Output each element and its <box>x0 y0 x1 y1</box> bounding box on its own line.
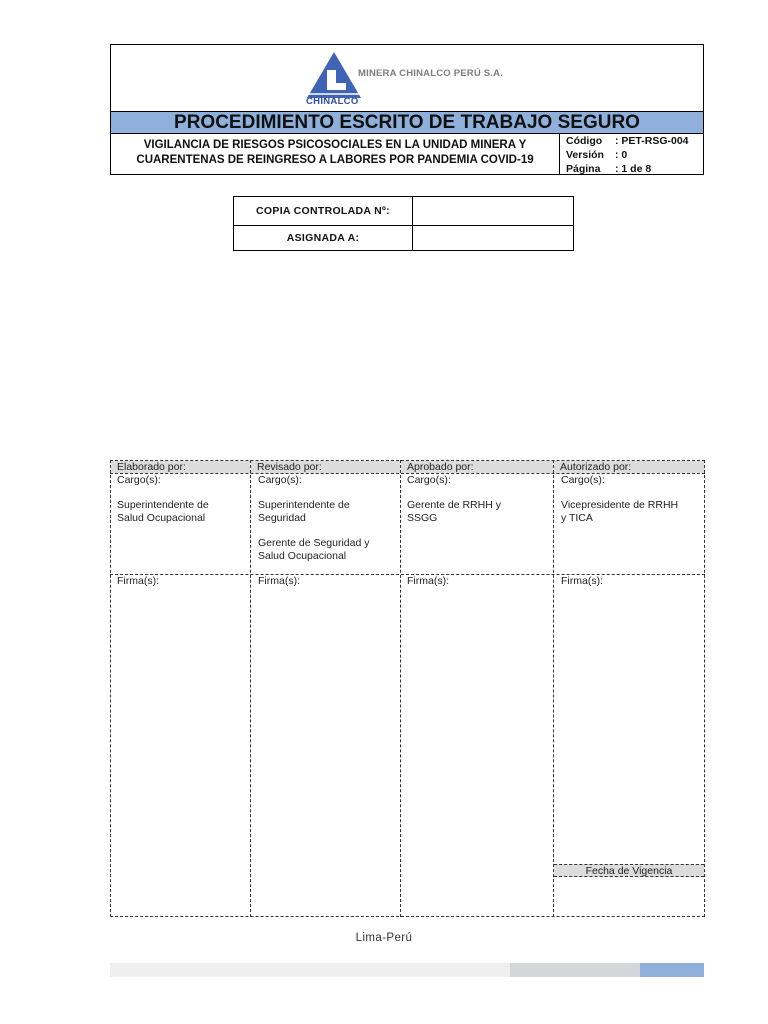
cargo-autorizado: Vicepresidente de RRHH y TICA <box>561 499 679 524</box>
footer-bar-segment <box>510 963 640 977</box>
code-label: Código <box>566 135 603 147</box>
assigned-to-row <box>234 225 573 250</box>
document-subtitle <box>111 134 560 174</box>
cargo-label: Cargo(s): <box>117 474 161 486</box>
page-value: : 1 de 8 <box>615 163 652 175</box>
cargo-elaborado: Superintendente de Salud Ocupacional <box>117 499 209 524</box>
header-revisado: Revisado por: <box>251 461 400 473</box>
logo-wordmark: CHINALCO <box>306 96 359 107</box>
copy-number-row <box>234 197 573 226</box>
controlled-copy-table <box>233 196 574 251</box>
header-autorizado: Autorizado por: <box>554 461 704 473</box>
cargo-label: Cargo(s): <box>407 474 451 486</box>
approvals-table <box>110 460 705 917</box>
page-row <box>566 162 702 176</box>
cargo-aprobado: Gerente de RRHH y SSGG <box>407 499 501 524</box>
chinalco-logo-icon <box>305 50 363 100</box>
header-aprobado: Aprobado por: <box>401 461 553 473</box>
footer-bar-segment <box>640 963 704 977</box>
firma-label: Firma(s): <box>407 575 449 587</box>
version-value: : 0 <box>615 149 628 161</box>
firma-label: Firma(s): <box>258 575 300 587</box>
approvals-border <box>110 460 705 917</box>
firma-label: Firma(s): <box>117 575 159 587</box>
version-row <box>566 148 702 162</box>
document-metadata <box>566 134 702 174</box>
company-name: MINERA CHINALCO PERÚ S.A. <box>358 68 504 79</box>
code-row <box>566 134 702 148</box>
cargo-revisado-extra: Gerente de Seguridad y Salud Ocupacional <box>258 537 370 562</box>
firma-label: Firma(s): <box>561 575 603 587</box>
copy-number-value[interactable] <box>413 197 573 225</box>
column-divider <box>250 460 251 917</box>
document-title: PROCEDIMIENTO ESCRITO DE TRABAJO SEGURO <box>111 111 703 134</box>
footer-location: Lima-Perú <box>355 932 413 944</box>
assigned-to-value[interactable] <box>413 225 573 250</box>
column-divider <box>400 460 401 917</box>
version-label: Versión <box>566 149 604 161</box>
cargo-label: Cargo(s): <box>258 474 302 486</box>
document-header <box>110 44 704 175</box>
cargo-label: Cargo(s): <box>561 474 605 486</box>
footer-bar-segment <box>110 963 510 977</box>
subtitle-line-2: CUARENTENAS DE REINGRESO A LABORES POR PANDEMIA COVID-19 <box>136 154 534 166</box>
column-divider <box>553 460 554 917</box>
code-value: : PET-RSG-004 <box>615 135 689 147</box>
assigned-to-label: ASIGNADA A: <box>234 225 413 250</box>
cargo-revisado: Superintendente de Seguridad <box>258 499 350 524</box>
page-label: Página <box>566 163 601 175</box>
copy-number-label: COPIA CONTROLADA Nº: <box>234 197 413 225</box>
subtitle-line-1: VIGILANCIA DE RIESGOS PSICOSOCIALES EN LA UNIDAD MINERA Y <box>143 139 527 151</box>
logo-area <box>111 45 703 111</box>
fecha-vigencia-label: Fecha de Vigencia <box>554 864 704 877</box>
header-elaborado: Elaborado por: <box>111 461 250 473</box>
